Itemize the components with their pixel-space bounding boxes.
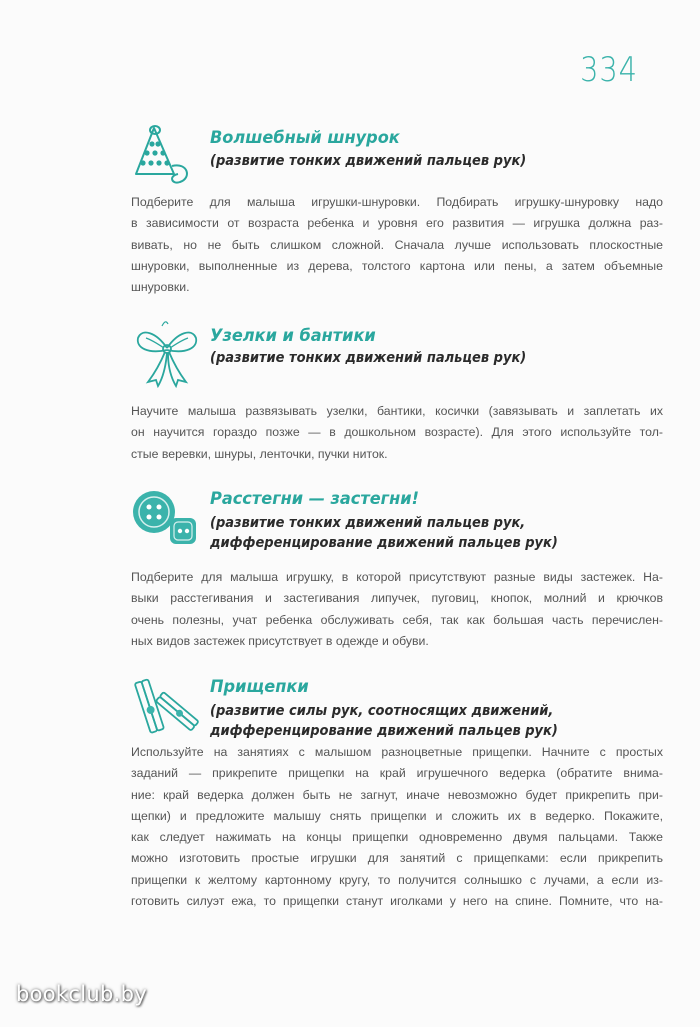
- buttons-icon: [130, 488, 200, 550]
- subtitle-line: (развитие тонких движений пальцев рук,: [210, 515, 526, 531]
- subtitle-line: (развитие тонких движений пальцев рук): [210, 153, 527, 169]
- body-line: шнуровки, выполненные из дерева, толстого картона или пены, а затем объемные: [131, 258, 663, 273]
- section-subtitle: [210, 701, 558, 741]
- body-line: Используйте на занятиях с малышом разноцветные прищепки. Начните с простых: [131, 745, 663, 759]
- body-line: готовить силуэт ежа, то прищепки станут иголками у него на спине. Помните, что на-: [131, 894, 663, 909]
- body-line: Научите малыша развязывать узелки, бантики, косички (завязывать и заплетать их: [131, 404, 663, 418]
- section-title: Прищепки: [210, 677, 309, 697]
- section-title: Расстегни — застегни!: [210, 489, 419, 509]
- section-subtitle: [210, 513, 558, 553]
- body-line: как следует нажимать на концы прищепки одновременно двумя пальцами. Также: [131, 830, 663, 845]
- body-line: стые веревки, шнуры, ленточки, пучки ниток.: [131, 446, 388, 461]
- body-line: в зависимости от возраста ребенка и уровня его развития — игрушка должна раз-: [131, 216, 663, 231]
- section-body: [131, 401, 663, 465]
- body-line: Подберите для малыша игрушку, в которой присутствуют разные виды застежек. На-: [131, 570, 663, 584]
- section-body: [131, 742, 663, 912]
- bow-icon: [134, 318, 200, 388]
- body-line: прищепки к желтому картонному кругу, то получится солнышко с лучами, а если из-: [131, 872, 663, 887]
- body-line: щепки) и предложите малышу снять прищепки и сложить их в ведерко. Покажите,: [131, 808, 663, 823]
- body-line: заданий — прикрепите прищепки на край игрушечного ведерка (обратите внима-: [131, 766, 663, 781]
- page-number: 334: [580, 50, 638, 90]
- section-subtitle: [210, 151, 526, 171]
- subtitle-line: (развитие тонких движений пальцев рук): [210, 350, 527, 366]
- body-line: он научится гораздо позже — в дошкольном возрасте). Для этого используйте тол-: [131, 425, 663, 440]
- body-line: очень полезны, учат ребенка обслуживать себя, так как большая часть перечислен-: [131, 612, 663, 627]
- site-watermark: bookclub.by: [16, 982, 147, 1006]
- section-subtitle: [210, 348, 526, 368]
- body-line: ние: край ведерка должен быть не загнут, иначе невозможно будет прикрепить при-: [131, 787, 663, 802]
- body-line: можно изготовить простые игрушки для занятий с прищепками: если прикрепить: [131, 851, 663, 866]
- subtitle-line: дифференцирование движений пальцев рук): [210, 535, 558, 551]
- section-title: Узелки и бантики: [210, 326, 376, 346]
- section-title: Волшебный шнурок: [210, 128, 400, 148]
- section-body: [131, 192, 663, 298]
- body-line: Подберите для малыша игрушки-шнуровки. Подбирать игрушку-шнуровку надо: [131, 195, 663, 209]
- body-line: шнуровки.: [131, 280, 190, 295]
- subtitle-line: (развитие силы рук, соотносящих движений,: [210, 703, 554, 719]
- body-line: выки расстегивания и застегивания липучек, пуговиц, кнопок, молний и крючков: [131, 591, 663, 606]
- lacing-toy-icon: [128, 122, 194, 190]
- section-body: [131, 567, 663, 652]
- clothespins-icon: [130, 676, 200, 740]
- body-line: вивать, но не быть слишком сложной. Сначала лучше использовать плоскостные: [131, 237, 663, 252]
- subtitle-line: дифференцирование движений пальцев рук): [210, 723, 558, 739]
- body-line: ных видов застежек присутствует в одежде и обуви.: [131, 633, 429, 648]
